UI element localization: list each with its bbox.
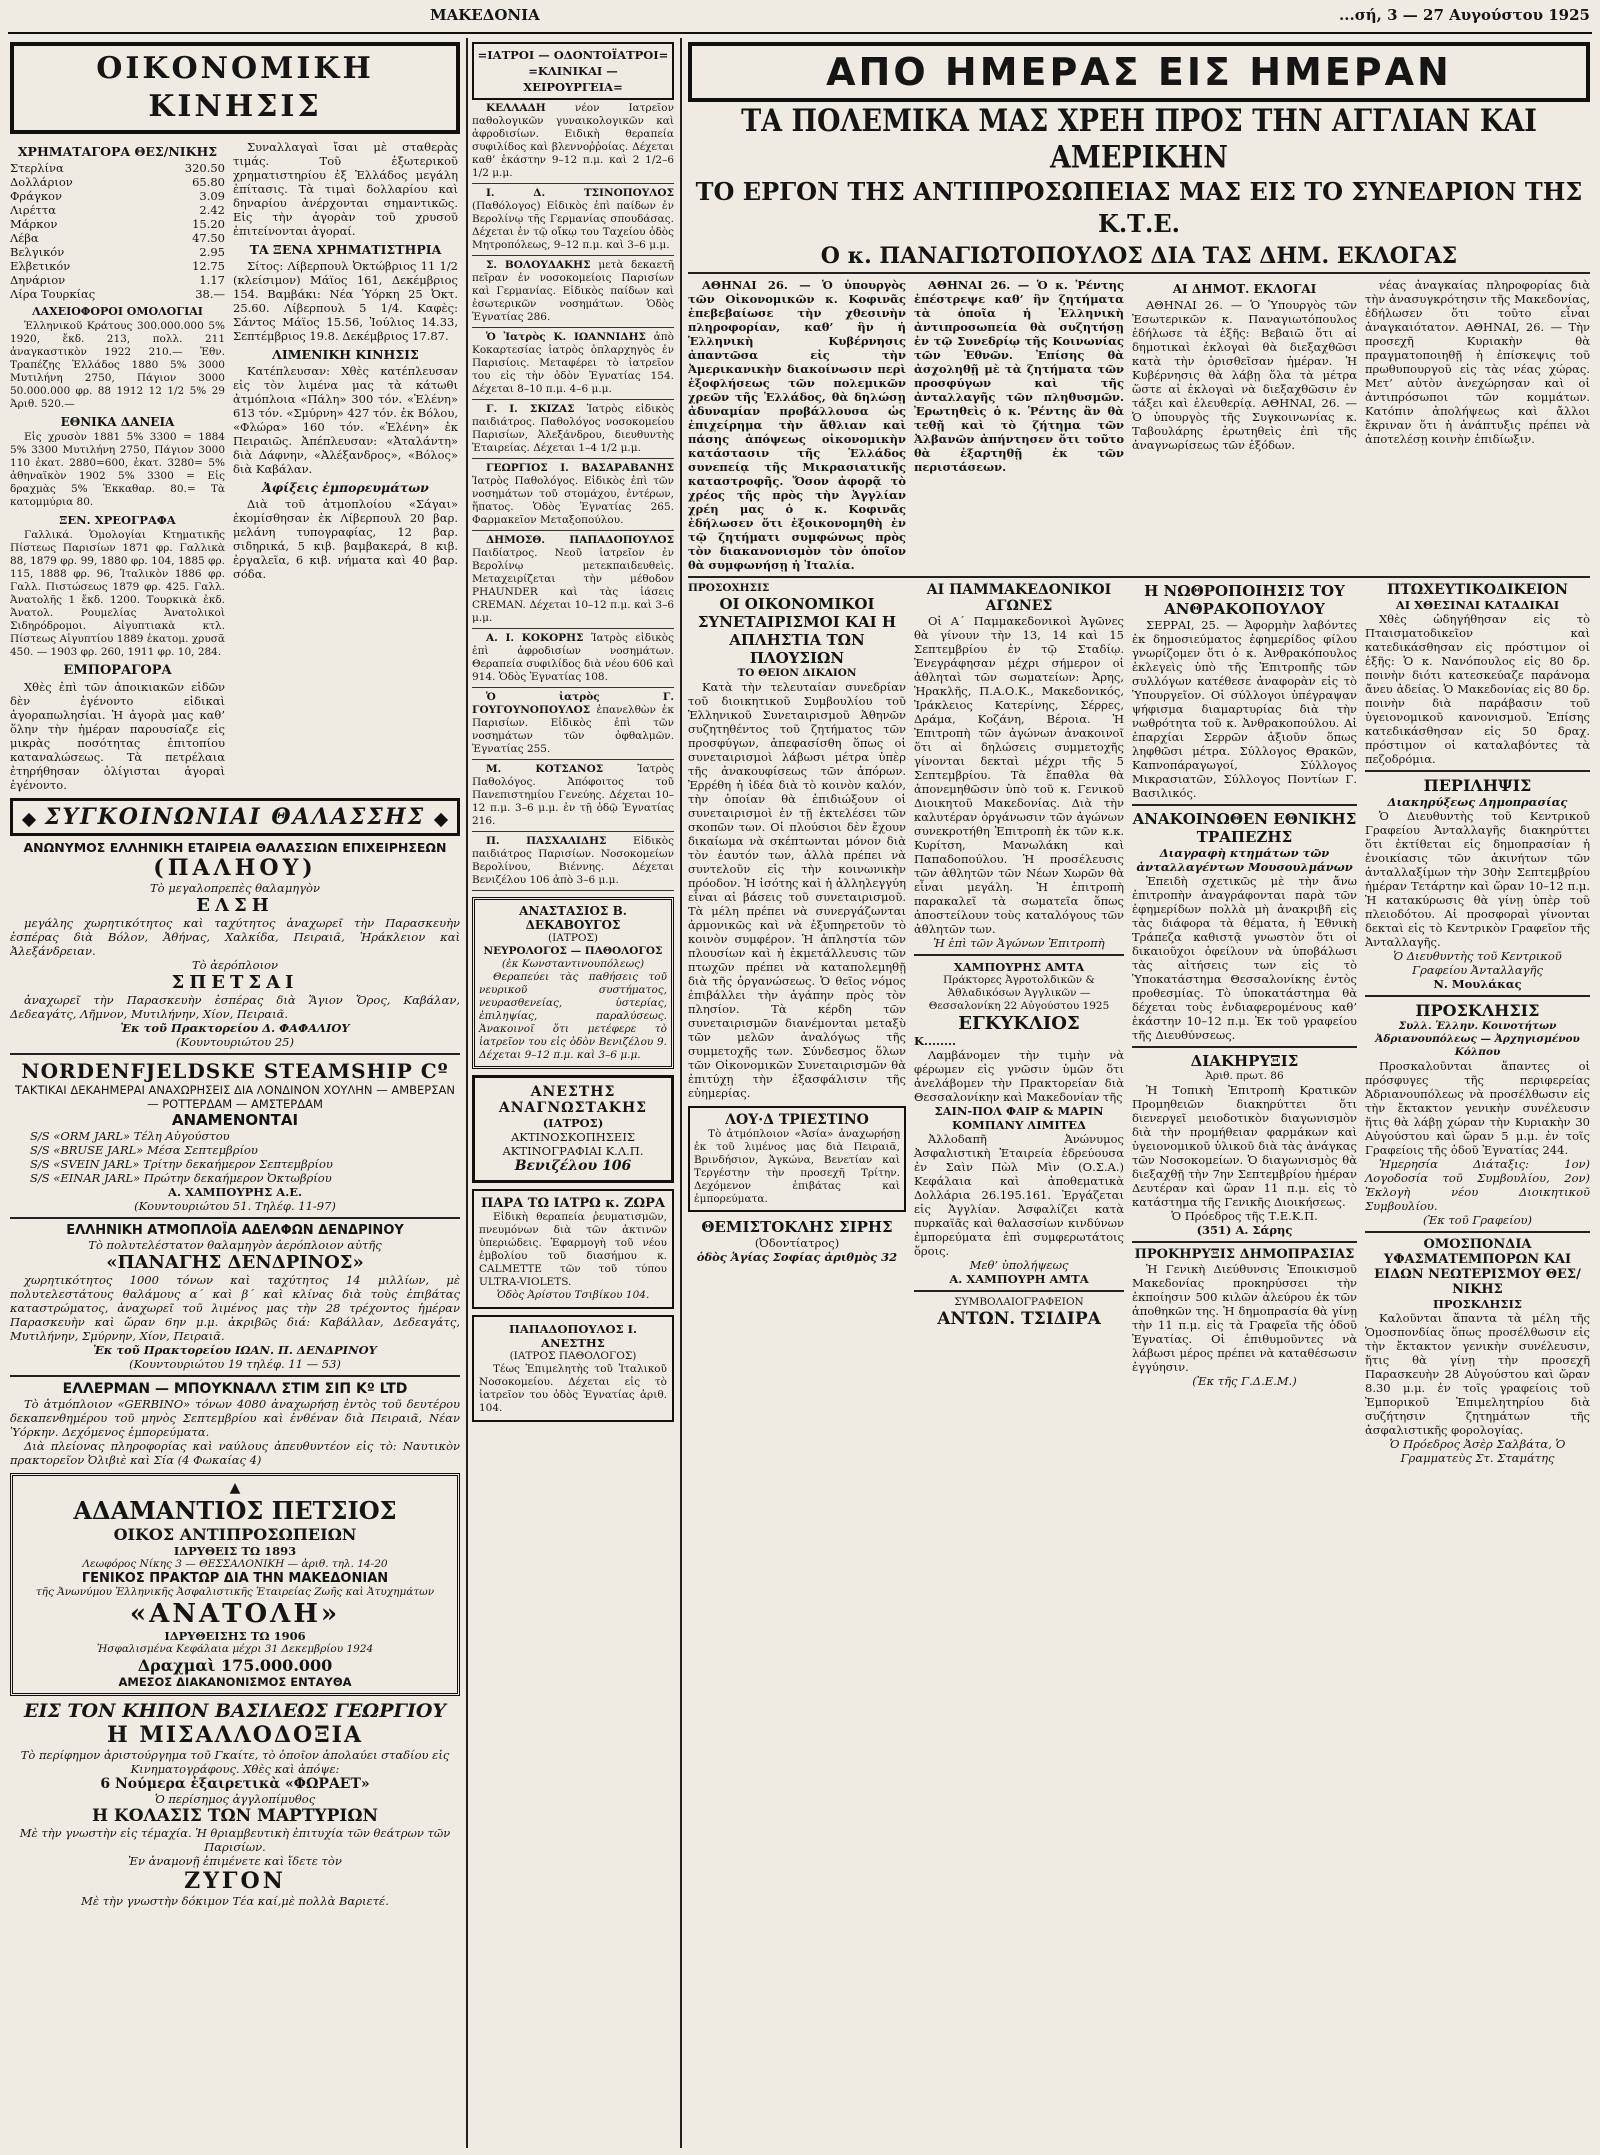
ornament-triangle-icon: ▲ [229, 1480, 241, 1496]
fx-currency: Λιρέττα [10, 203, 57, 217]
ad-paliou-agent: Ἐκ τοῦ Πρακτορείου Δ. ΦΑΦΑΛΙΟΥ [120, 1021, 350, 1035]
ports-text: Κατέπλευσαν: Χθὲς κατέπλευσαν εἰς τὸν λιμένα μας τὰ κάτωθι ἀτμόπλοια «Πάλη» 300 τόν. «Ἐλένη» 613 τόν. «Σμύρνη» 427 τόν. ἐκ Βόλου, «Φλώρα» 160 τόν. «Ἑλένη» ἐκ Πειραιῶς. Ἀπέπλευσαν: «Ἀταλάντη» διὰ Δάφνην, «Ἀλέξανδρος», «Βόλος» διὰ Καβάλαν. [233, 364, 458, 476]
fx-currency: Ελβετικόν [10, 259, 71, 273]
doctor-name: ΓΕΩΡΓΙΟΣ Ι. ΒΑΣΑΡΑΒΑΝΗΣ [486, 462, 674, 474]
circular-greeting: Κ........ [914, 1034, 957, 1048]
pan-games-text: Οἱ Α΄ Παμμακεδονικοὶ Ἀγῶνες θὰ γίνουν τὴν 13, 14 καὶ 15 Σεπτεμβρίου ἐν τῷ Σταδίῳ. Ἐνεγράφησαν μέχρι σήμερον οἱ ἀθληταὶ τῶν σωματείων: Ἀρης, Ἡρακλῆς, Π.Α.Ο.Κ., Μακεδονικός, Ἰράκλειος Κατερίνης, Σέρρες, Δράμα, Κοζάνη, Βέροια. Ἡ Ἐπιτροπὴ τῶν ἀγώνων ἀνακοινοῖ ὅτι αἱ δηλώσεις συμμετοχῆς γίνονται δεκταὶ μέχρι τῆς 5 Σεπτεμβρίου. Τὰ ἔπαθλα θὰ ἀπονεμηθῶσιν ὑπὸ τοῦ κ. Γενικοῦ Διοικητοῦ Μακεδονίας. Διὰ τὴν καλυτέραν ὀργάνωσιν τῶν ἀγώνων συνεκροτήθη Ἐπιτροπὴ ἐκ τῶν κ.κ. Κυρίτση, Μανωλάκη καὶ Παπαδοπούλου. Ἡ προσέλευσις τῶν ἀθλητῶν τῶν Νέων Χωρῶν θὰ εἶναι μεγάλη. Ἡ ἐπιτροπὴ παρακαλεῖ τὰ σωματεῖα ὅπως ἀποστείλουν τοὺς καταλόγους τῶν ἀθλητῶν των. [914, 614, 1124, 936]
summary-signature-role: Ὁ Διευθυντὴς τοῦ Κεντρικοῦ Γραφείου Ἀνταλλαγῆς [1393, 949, 1562, 977]
ad-paliou-ship-2: ΣΠΕΤΣΑΙ [171, 972, 299, 993]
doctors-section-title: =ΙΑΤΡΟΙ — ΟΔΟΝΤΟΪΑΤΡΟΙ= =ΚΛΙΝΙΚΑΙ — ΧΕΙΡΟΥΡΓΕΙΑ= [472, 42, 674, 100]
divider [914, 1290, 1124, 1292]
ship-entry: S/S «ORM JARL» Τέλη Αὐγούστου [30, 1129, 230, 1143]
ad-petsios-sub: ΟΙΚΟΣ ΑΝΤΙΠΡΟΣΩΠΕΙΩΝ [113, 1525, 357, 1544]
foreign-exchanges-title: ΤΑ ΞΕΝΑ ΧΡΗΜΑΤΙΣΤΗΡΙΑ [249, 242, 442, 257]
circular-signature: Α. ΧΑΜΠΟΥΡΗ ΑΜΤΑ [949, 1272, 1089, 1286]
doctor-name: Γ. Ι. ΣΚΙΖΑΣ [486, 403, 587, 415]
fx-value: 2.95 [199, 245, 225, 259]
coop-label: ΠΡΟΣΟΧΗΣΙΣ [688, 582, 770, 594]
bonds-title: ΛΑΧΕΙΟΦΟΡΟΙ ΟΜΟΛΟΓΙΑΙ [32, 305, 203, 318]
ornament-diamond-icon [22, 812, 36, 826]
fx-rate-row [10, 175, 225, 189]
economic-two-col [10, 140, 460, 792]
shipping-section-header [10, 798, 460, 836]
fx-rate-row [10, 189, 225, 203]
ad-dendrinos [10, 1223, 460, 1371]
ad-cinema-show: Η ΜΙΣΑΛΛΟΔΟΞΙΑ [106, 1722, 364, 1748]
divider [472, 890, 674, 891]
ad-petsios-name: ΑΔΑΜΑΝΤΙΟΣ ΠΕΤΣΙΟΣ [73, 1496, 397, 1525]
fx-currency: Μάρκον [10, 217, 58, 231]
divider [1132, 1241, 1357, 1243]
ad-dendrinos-ship: «ΠΑΝΑΓΗΣ ΔΕΝΔΡΙΝΟΣ» [106, 1252, 364, 1273]
circular-company: ΣΑΙΝ-ΠΟΛ ΦΑΙΡ & ΜΑΡΙΝ ΚΟΜΠΑΝΥ ΛΙΜΙΤΕΔ [934, 1104, 1104, 1132]
ad-dekavougos-sub: (ΙΑΤΡΟΣ) [547, 932, 599, 944]
ad-paliou-ship-2-text: ἀναχωρεῖ τὴν Παρασκευὴν ἑσπέρας διὰ Ἅγιον Ὄρος, Καβάλαν, Δεδεαγάτς, Λῆμνον, Μυτιλήνην, Χίον, Πειραιᾶ. [10, 993, 460, 1021]
divider [688, 272, 1590, 274]
ad-petsios [10, 1473, 460, 1696]
ad-paliou-ship-1-text: μεγάλης χωρητικότητος καὶ ταχύτητος ἀναχωρεῖ τὴν Παρασκευὴν ἑσπέρας διὰ Βόλον, Ἀθήνας, Χαλκίδα, Πειραιᾶ, Ἡράκλειον καὶ Ἀλεξάνδρειαν. [10, 916, 460, 958]
doctor-listing [472, 835, 674, 887]
main-banner-title: ΑΠΟ ΗΜΕΡΑΣ ΕΙΣ ΗΜΕΡΑΝ [826, 50, 1452, 94]
federation-signature: Ὁ Πρόεδρος Ἀσὲρ Σαλβάτα, Ὁ Γραμματεὺς Στ. Σταμάτης [1389, 1437, 1566, 1465]
circular-text: Λαμβάνομεν τὴν τιμὴν νὰ φέρωμεν εἰς γνῶσιν ὑμῶν ὅτι ἀνελάβομεν τὴν Πρακτορείαν διὰ Θεσσαλονίκην καὶ Μακεδονίαν τῆς [914, 1048, 1124, 1104]
market-title: ΕΜΠΟΡΑΓΟΡΑ [63, 663, 172, 678]
municipal-elections-text: ΑΘΗΝΑΙ 26. — Ὁ Ὑπουργὸς τῶν Ἐσωτερικῶν κ. Παναγιωτόπουλος ἐδήλωσε τὰ ἑξῆς: Βεβαιῶ ὅτι αἱ δημοτικαὶ ἐκλογαὶ θὰ διεξαχθῶσι κατὰ τὴν ὁρισθεῖσαν ἡμέραν. Ἡ Κυβέρνησις θὰ λάβῃ ὅλα τὰ μέτρα ὥστε αἱ ἐκλογαὶ νὰ διεξαχθῶσιν ἐν τάξει καὶ ἐλευθερίᾳ. ΑΘΗΝΑΙ, 26. — Ὁ ὑπουργὸς τῆς Συγκοινωνίας κ. Ταβουλάρης ἐρωτηθεὶς ἐπὶ τῆς ἀναγνωρίσεως τῶν ἐξόδων. [1132, 298, 1357, 452]
anthrakopoulos-text: ΣΕΡΡΑΙ, 25. — Ἀφορμὴν λαβόντες ἐκ δημοσιεύματος ἐφημερίδος φίλου γνωρίζομεν ὅτι ὁ κ. Ἀνθρακόπουλος ἐκλεγεὶς ὑπὸ τῆς Ἐπιτροπῆς τῶν συλλόγων κατέθεσε ἀναφορὰν εἰς τὸ Ὑπουργεῖον. Οἱ σύλλογοι ὑπέγραψαν ψήφισμα διαμαρτυρίας διὰ τὴν νωθρότητα τοῦ κ. Ἀνθρακοπούλου. Αἱ ἐπαρχίαι Σερρῶν ἀξιοῦν ὅπως ληφθῶσι μέτρα. Σύλλογος Θρακῶν, Καπνοπάραγωγοί, Σύλλογος Μικρασιατῶν, Σύλλογος Ποντίων Γ. Βασιλικός. [1132, 618, 1357, 800]
coop-text: Κατὰ τὴν τελευταίαν συνεδρίαν τοῦ διοικητικοῦ Συμβουλίου τοῦ Ἑλληνικοῦ Συνεταιρισμοῦ Ἀθηνῶν συζητηθέντος τοῦ ζητήματος τῶν προσφύγων, ἀπεφασίσθη ὅπως οἱ συνεταιρισμοὶ λάβωσι μέτρα ὑπὲρ τῆς ἀνακουφίσεως τῶν ἀπόρων. Ἐρρέθη ἡ ἰδέα διὰ τὸ κοινὸν καλόν, τὴν ὁποίαν θὰ ἐπιδιώξουν οἱ συνεταιρισμοὶ ἐν τῇ ἐκτελέσει τῶν σκοπῶν των. Οἱ πλούσιοι δὲν ἔχουν δικαίωμα νὰ σκέπτωνται μόνον διὰ τὸν ἑαυτόν των, ἀλλὰ πρέπει νὰ συντελοῦν εἰς τὴν κοινωνικὴν πρόοδον. Ἡ ἰσότης καὶ ἡ ἀλληλεγγύη εἶναι αἱ βάσεις τοῦ συνεταιρισμοῦ. Τὰ μέλη πρέπει νὰ συνεργάζωνται ἀρμονικῶς καὶ νὰ ἐξυπηρετοῦν τὸ κοινὸν συμφέρον. Ἡ ἀπληστία τῶν πλουσίων καὶ ἡ ἐκμετάλλευσις τῶν πτωχῶν πρέπει νὰ καταπολεμηθῇ διὰ τῆς ὀργανώσεως. Ὁ θεῖος νόμος ἐπιβάλλει τὴν ἀγάπην πρὸς τὸν πλησίον. Τὰ κέρδη τῶν συνεταιρισμῶν διανέμονται μεταξὺ τῶν μελῶν ἀναλόγως τῆς συμμετοχῆς των. Σύνδεσμος ὅλων τῶν Οἰκονομικῶν Συνεταιρισμῶν θὰ ἐπιτύχῃ τὴν ἐξασφάλισιν τῆς εὐημερίας. [688, 680, 906, 1100]
notices-column [1132, 582, 1357, 1465]
hamburis-ad-title: ΧΑΜΠΟΥΡΗΣ ΑΜΤΑ [953, 960, 1085, 974]
doctor-listing [472, 632, 674, 684]
shipping-section-title: ΣΥΓΚΟΙΝΩΝΙΑΙ ΘΑΛΑΣΣΗΣ [44, 804, 426, 830]
loans-title: ΕΘΝΙΚΑ ΔΑΝΕΙΑ [60, 415, 175, 429]
ad-dekavougos-spec: ΝΕΥΡΟΛΟΓΟΣ — ΠΑΘΟΛΟΓΟΣ [483, 945, 663, 957]
doctor-listing [472, 763, 674, 828]
fx-value: 2.42 [199, 203, 225, 217]
summary-title: ΠΕΡΙΛΗΨΙΣ [1423, 776, 1532, 795]
tender-signature-role: Ὁ Πρόεδρος τῆς Τ.Ε.Κ.Π. [1171, 1209, 1318, 1223]
doctor-name: ΚΕΛΛΑΔΗ [486, 102, 575, 114]
doctor-name: Ὁ ἰατρὸς Γ. ΓΟΥΓΟΥΝΟΠΟΥΛΟΣ [472, 691, 674, 716]
fx-rate-row [10, 203, 225, 217]
ad-anestis-name: ΠΑΠΑΔΟΠΟΥΛΟΣ Ι. ΑΝΕΣΤΗΣ [508, 1322, 638, 1350]
invitation-agenda: Ἡμερησία Διάταξις: 1ον) Λογοδοσία τοῦ Συμβουλίου, 2ον) Ἐκλογὴ νέου Διοικητικοῦ Συμβουλίου. [1365, 1157, 1590, 1213]
ad-cinema-note-3: Ἐν ἀναμονῇ ἐπιμένετε καὶ ἴδετε τὸν [128, 1854, 342, 1868]
tender-title: ΔΙΑΚΗΡΥΞΙΣ [1190, 1052, 1299, 1070]
ad-anagnostakis-spec-1: ΑΚΤΙΝΟΣΚΟΠΗΣΕΙΣ [510, 1130, 635, 1144]
fx-value: 38.— [195, 287, 225, 301]
court-column [1365, 582, 1590, 1465]
divider [472, 255, 674, 256]
lead-story-col-2: ΑΘΗΝΑΙ 26. — Ὁ κ. Ῥέντης ἐπέστρεψε καθ’ ἣν ζητήματα τὰ ὁποῖα ἡ Ἑλληνικὴ ἀντιπροσωπεία θὰ συζητήσῃ ἐν τῷ Συνεδρίῳ τῆς Κοινωνίας τῶν Ἐθνῶν. Ἐπίσης θὰ ἀσχοληθῇ μὲ τὰ ζητήματα τῶν προσφύγων καὶ τῆς ἀνταλλαγῆς τῶν πληθυσμῶν. Ἐρωτηθεὶς ὁ κ. Ῥέντης ἂν θὰ τεθῇ καὶ τὸ ζήτημα τῶν Ἀλβανῶν ἀπήντησεν ὅτι τοῦτο θὰ ἐξαρτηθῇ ἐκ τῶν περιστάσεων. [914, 278, 1124, 474]
economic-section-title: ΟΙΚΟΝΟΜΙΚΗ ΚΙΝΗΣΙΣ [96, 51, 374, 124]
economic-right-sub [233, 140, 458, 792]
top-rule [8, 32, 1592, 34]
ad-petsios-footer: ΑΜΕΣΟΣ ΔΙΑΚΑΝΟΝΙΣΜΟΣ ΕΝΤΑΥΘΑ [118, 1675, 352, 1689]
divider [472, 530, 674, 531]
tsitra-name: ΑΝΤΩΝ. ΤΣΙΔΙΡΑ [937, 1309, 1101, 1329]
tender-text: Ἡ Τοπικὴ Ἐπιτροπὴ Κρατικῶν Προμηθειῶν διακηρύττει ὅτι διενεργεῖ μειοδοτικὸν διαγωνισμὸν διὰ τὴν προμήθειαν φαρμάκων καὶ ὑγειονομικοῦ ὑλικοῦ διὰ τὰς ἀνάγκας τῶν Νοσοκομείων. Ὁ διαγωνισμὸς θὰ διεξαχθῇ τὴν 7ην Σεπτεμβρίου ἡμέραν Δευτέραν καὶ ὥραν 11 π.μ. εἰς τὸ κατάστημα τῆς Γενικῆς Διοικήσεως. [1132, 1083, 1357, 1209]
tender-number: Ἀριθ. πρωτ. 86 [1205, 1070, 1284, 1082]
doctor-description: Ἰατρὸς εἰδικὸς ἐπὶ ἀφροδισίων νοσημάτων. Θεραπεία συφιλίδος διὰ νέου 606 καὶ 914. Ὁδὸς Ἐγνατίας 108. [472, 632, 674, 683]
tsitra-label: ΣΥΜΒΟΛΑΙΟΓΡΑΦΕΙΟΝ [954, 1296, 1084, 1308]
national-bank-title: ΑΝΑΚΟΙΝΩΘΕΝ ΕΘΝΙΚΗΣ ΤΡΑΠΕΖΗΣ [1132, 810, 1357, 846]
fx-rate-row [10, 217, 225, 231]
fx-value: 47.50 [192, 231, 225, 245]
ad-petsios-capital-line: Ἠσφαλισμένα Κεφάλαια μέχρι 31 Δεκεμβρίου 1924 [96, 1643, 374, 1655]
ad-nordenfjeldske-address: (Κουντουριώτου 51. Τηλέφ. 11-97) [134, 1199, 336, 1213]
divider [10, 1217, 460, 1219]
fx-currency: Φράγκον [10, 189, 62, 203]
fx-currency: Λίρα Τουρκίας [10, 287, 96, 301]
auction-signature: (Ἐκ τῆς Γ.Δ.Ε.Μ.) [1192, 1374, 1297, 1388]
divider [472, 831, 674, 832]
fx-currency: Δηνάριον [10, 273, 66, 287]
ad-petsios-year: ΙΔΡΥΘΕΙΣ ΤΩ 1893 [173, 1544, 297, 1558]
ad-dendrinos-text: χωρητικότητος 1000 τόνων καὶ ταχύτητος 14 μιλλίων, μὲ πολυτελεστάτους θαλάμους α΄ καὶ β΄ καὶ κλίνας διὰ τοὺς ἐπιβάτας καταστρώματος, ἀναχωρεῖ τοῦ λιμένος μας τὴν 28 τρέχοντος ἡμέραν Παρασκευὴν καὶ ὥραν 6ην μ.μ. ἀκριβῶς διά: Καβάλλαν, Δεδεαγάτς, Μυτιλήνην, Σμύρνην, Χίον, Πειραιᾶ. [10, 1273, 460, 1343]
tender-signature: (351) Α. Σάρης [1196, 1223, 1293, 1237]
divider [472, 183, 674, 184]
ad-cinema-show-3: ΖΥΓΟΝ [184, 1868, 286, 1894]
ad-petsios-role-2: τῆς Ἀνωνύμου Ἑλληνικῆς Ἀσφαλιστικῆς Ἑταιρείας Ζωῆς καὶ Ἀτυχημάτων [35, 1586, 435, 1598]
ad-anagnostakis-address: Βενιζέλου 106 [514, 1158, 632, 1174]
circular-title: ΕΓΚΥΚΛΙΟΣ [958, 1013, 1080, 1034]
fx-rate-row [10, 287, 225, 301]
doctor-description: νέον Ιατρεῖον παθολογικῶν γυναικολογικῶν καὶ ἀφροδισίων. Ειδικὴ θεραπεία συφιλίδος καὶ βλεννοῤῥοίας. Δέχεται καθ’ ἑκάστην 9–12 π.μ. καὶ 2 1/2–6 1/2 μ.μ. [472, 102, 674, 179]
divider [472, 628, 674, 629]
fx-rates-list [10, 161, 225, 301]
ad-anagnostakis [472, 1075, 674, 1183]
doctor-description: (Παθόλογος) Εἰδικὸς ἐπὶ παίδων ἐν Βερολίνῳ τῆς Γερμανίας σπουδάσας. Δέχεται ἐν τῷ οἴκῳ του Ταχείου ὁδὸς Μητροπόλεως, 9–12 π.μ. καὶ 3–6 μ.μ. [472, 200, 674, 251]
ad-anestis-text: Τέως Ἐπιμελητὴς τοῦ Ἰταλικοῦ Νοσοκομείου. Δέχεται εἰς τὸ ἰατρεῖον του ὁδὸς Ἐγνατίας ἀριθ. 104. [479, 1363, 667, 1414]
ad-sirris [688, 1218, 906, 1264]
foreign-exchanges-text: Σίτος: Λίβερπουλ Ὀκτώβριος 11 1/2 (κλείσιμον) Μάϊος 161, Δεκέμβριος 154. Βαμβάκι: Νέα Ὑόρκη 25 Ὀκτ. 25.60. Λίβερπουλ 5 1/4. Καφὲς: Σάντος Μάϊος 15.56, Ἰούλιος 14.33, Σεπτέμβριος 19.8. Δεκέμβριος 17.87. [233, 259, 458, 343]
ad-cinema-text-2: Μὲ τὴν γνωστὴν εἰς τέμαχία. Ἡ θριαμβευτικὴ ἐπιτυχία τῶν θεάτρων τῶν Παρισίων. [19, 1826, 451, 1854]
ad-nordenfjeldske-title: NORDENFJELDSKE STEAMSHIP Cº [21, 1059, 449, 1083]
headline-ktk-conference: ΤΟ ΕΡΓΟΝ ΤΗΣ ΑΝΤΙΠΡΟΣΩΠΕΙΑΣ ΜΑΣ ΕΙΣ ΤΟ ΣΥΝΕΔΡΙΟΝ ΤΗΣ Κ.Τ.Ε. [695, 177, 1583, 238]
doctor-name: Α. Ι. ΚΟΚΟΡΗΣ [486, 632, 592, 644]
divider [688, 576, 1590, 578]
fx-rate-row [10, 245, 225, 259]
ad-paliou-intro: Τὸ μεγαλοπρεπὲς θαλαμηγὸν [150, 881, 320, 895]
ad-dendrinos-title: ΕΛΛΗΝΙΚΗ ΑΤΜΟΠΛΟΪΑ ΑΔΕΛΦΩΝ ΔΕΝΔΡΙΝΟΥ [66, 1223, 404, 1238]
hamburis-ad-subtitle: Πράκτορες Ἀγροτολδικῶν & Ἀθλαδικόσων Ἀγγλικῶν — Θεσσαλονίκη 22 Αὐγούστου 1925 [928, 974, 1110, 1012]
doctor-listing [472, 259, 674, 324]
headline-war-debts: ΤΑ ΠΟΛΕΜΙΚΑ ΜΑΣ ΧΡΕΗ ΠΡΟΣ ΤΗΝ ΑΓΓΛΙΑΝ ΚΑΙ ΑΜΕΡΙΚΗΝ [741, 103, 1537, 176]
ornament-diamond-icon [434, 812, 448, 826]
running-head-date: ...σή, 3 — 27 Αυγούστου 1925 [1339, 6, 1590, 24]
summary-subtitle: Διακηρύξεως Δημοπρασίας [1387, 795, 1568, 809]
ad-paliou [10, 840, 460, 1049]
municipal-elections-title: ΑΙ ΔΗΜΟΤ. ΕΚΛΟΓΑΙ [1172, 282, 1317, 296]
circular-signoff: Μεθ’ ὑπολήψεως [969, 1258, 1069, 1272]
court-text: Χθὲς ὡδηγήθησαν εἰς τὸ Πταισματοδικεῖον καὶ κατεδικάσθησαν εἰς πρόστιμον οἱ ἑξῆς: Ὁ κ. Νανόπουλος εἰς 80 δρ. ποινὴν διότι κατεσκεύαζε παράνομα ἄνευ ἀδείας. Ὁ Μακεδονίας εἰς 80 δρ. ποινὴν διὰ παράβασιν τοῦ ὑγειονομικοῦ κανονισμοῦ. Ἐπίσης κατεδικάσθησαν εἰς 50 δραχ. πρόστιμον οἱ καταλαβόντες τὰ πεζοδρόμια. [1365, 612, 1590, 766]
games-column [914, 582, 1124, 1465]
sirris-address: ὁδὸς Ἁγίας Σοφίας ἀριθμὸς 32 [696, 1250, 898, 1264]
ad-nordenfjeldske-expected: ΑΝΑΜΕΝΟΝΤΑΙ [171, 1111, 299, 1129]
ad-paliou-name: (ΠΑΛΗΟΥ) [153, 855, 317, 881]
ad-petsios-role: ΓΕΝΙΚΟΣ ΠΡΑΚΤΩΡ ΔΙΑ ΤΗΝ ΜΑΚΕΔΟΝΙΑΝ [81, 1571, 389, 1586]
fx-currency: Βελγικόν [10, 245, 65, 259]
doctor-listing [472, 403, 674, 455]
doctor-description: Ἰατρὸς Παθολόγος. Εἰδικὸς ἐπὶ τῶν νοσημάτων τοῦ στομάχου, ἐντέρων, ἥπατος. Ὁδὸς Ἐγνατίας 265. Φαρμακεῖον Μεταξοπούλου. [472, 475, 674, 526]
ship-entry: S/S «SVEIN JARL» Τρίτην δεκαήμερον Σεπτεμβρίου [30, 1157, 333, 1171]
foreign-bonds-title: ΞΕΝ. ΧΡΕΟΓΡΑΦΑ [59, 513, 176, 527]
ad-ellerman-info: Διὰ πλείονας πληροφορίας καὶ ναύλους ἀπευθυντέον εἰς τὸ: Ναυτικὸν πρακτορεῖον Ὀλιβιὲ καὶ Σία (4 Φωκαίας 4) [10, 1439, 460, 1467]
doctor-listing [472, 187, 674, 252]
arrivals-title: Ἀφίξεις ἐμπορευμάτων [262, 480, 429, 495]
ad-cinema-title: ΕΙΣ ΤΟΝ ΚΗΠΟΝ ΒΑΣΙΛΕΩΣ ΓΕΩΡΓΙΟΥ [23, 1700, 446, 1722]
divider [1365, 770, 1590, 772]
divider [472, 759, 674, 760]
ad-zora-text: Εἰδικὴ θεραπεία ῥευματισμῶν, πνευμόνων διὰ τῶν ἀκτινῶν ὑπεριώδεις. Ἐφαρμογὴ τοῦ νέου ἐμβολίου τοῦ διασήμου κ. CALMETTE τῶν τοῦ τύπου ULTRA-VIOLETS. [479, 1211, 667, 1288]
doctor-name: Σ. ΒΟΛΟΥΔΑΚΗΣ [486, 259, 599, 271]
divider [472, 687, 674, 688]
ad-cinema-note: 6 Νούμερα ἐξαιρετικὰ «ΦΩΡΑΕΤ» [100, 1776, 370, 1792]
ad-anestis-sub: (ΙΑΤΡΟΣ ΠΑΘΟΛΟΓΟΣ) [509, 1350, 637, 1362]
ad-paliou-company: ΑΝΩΝΥΜΟΣ ΕΛΛΗΝΙΚΗ ΕΤΑΙΡΕΙΑ ΘΑΛΑΣΣΙΩΝ ΕΠΙΧΕΙΡΗΣΕΩΝ [23, 840, 447, 855]
doctor-description: Εἰδικὸς παιδιάτρος Παρισίων. Νοσοκομείων Βερολίνου, Βιέννης. Δέχεται Βενιζέλου 106 ἀπὸ 3–6 μ.μ. [472, 835, 674, 886]
divider [472, 458, 674, 459]
doctor-name: Π. ΠΑΣΧΑΛΙΔΗΣ [486, 835, 633, 847]
ad-ellerman-title: ΕΛΛΕΡΜΑΝ — ΜΠΟΥΚΝΑΛΛ ΣΤΙΜ ΣΙΠ Κº LTD [62, 1381, 408, 1397]
ad-zora-title: ΠΑΡΑ ΤΩ ΙΑΤΡΩ κ. ΖΩΡΑ [481, 1196, 665, 1211]
court-subtitle: ΑΙ ΧΘΕΣΙΝΑΙ ΚΑΤΑΔΙΚΑΙ [1395, 598, 1560, 612]
ad-dekavougos-origin: (ἐκ Κωνσταντινουπόλεως) [501, 958, 645, 970]
bonds-text: Ἐλληνικοῦ Κράτους 300.000.000 5% 1920, ἔκδ. 213, πολλ. 211 ἀναγκαστικὸν 1922 210.— Ἐθν. Τραπέζης Ἑλλάδος 1880 5% 3000 Μυτιλήνη 2750, Πάγιον 3000 50.000.000 φρ. 88 1912 12 1/2 5% 29 Ἀριθ. 520.— [10, 320, 225, 410]
invitation-subtitle: Συλλ. Ἑλλην. Κοινοτήτων Ἀδριανουπόλεως — Ἀρχηγισμένου Κόλπου [1375, 1020, 1580, 1058]
ad-garden-cinema [10, 1700, 460, 1908]
ad-cinema-text: Τὸ περίφημον ἀριστούργημα τοῦ Γκαίτε, τὸ ὁποῖον ἀπολαύει σταδίου εἰς Κινηματογράφους. Χθὲς καὶ ἀπόψε: [20, 1748, 450, 1776]
ad-petsios-company-year: ΙΔΡΥΘΕΙΣΗΣ ΤΩ 1906 [164, 1629, 306, 1643]
coop-title: ΟΙ ΟΙΚΟΝΟΜΙΚΟΙ ΣΥΝΕΤΑΙΡΙΣΜΟΙ ΚΑΙ Η ΑΠΛΗΣΤΙΑ ΤΩΝ ΠΛΟΥΣΙΩΝ [697, 595, 897, 667]
ad-ellerman-text: Τὸ ἀτμόπλοιον «GERBINO» τόνων 4080 ἀναχωρήσῃ ἐντὸς τοῦ δευτέρου δεκαπενθημέρου τοῦ μηνὸς Σεπτεμβρίου καὶ ἐνθέναν διὰ Πειραιᾶ, Νέαν Ὑόρκην. Δεχόμενος ἐμπορεύματα. [10, 1397, 460, 1439]
auction-title: ΠΡΟΚΗΡΥΞΙΣ ΔΗΜΟΠΡΑΣΙΑΣ [1134, 1247, 1355, 1262]
doctor-description: ἀπὸ Κοκαρτεσίας ἰατρὸς ὁπλαρχηγὸς ἐν Παρισίοις. Μεταφέρει τὸ ἰατρεῖον του εἰς τὴν ὁδὸν Ἐγνατίας 154. Δέχεται 8–10 π.μ. 4–6 μ.μ. [472, 331, 674, 395]
invitation-title: ΠΡΟΣΚΛΗΣΙΣ [1415, 1001, 1540, 1020]
doctor-listing [472, 331, 674, 396]
market-text: Χθὲς ἐπὶ τῶν ἀποικιακῶν εἰδῶν δὲν ἐγένοντο εἰδικαὶ ἀγοραπωλησίαι. Ἡ ἀγορὰ μας καθ’ ὅλην τὴν ἡμέραν παρουσίαζε εἰς μικρὰς ποσότητας ἐπιτοπίου καταναλώσεως. Τὰ πετρέλαια ἐτηρήθησαν ὀλίγισται ἀγοραὶ ἐγένοντο. [10, 680, 225, 792]
doctor-name: Ὁ Ἰατρὸς Κ. ΙΩΑΝΝΙΔΗΣ [486, 331, 654, 343]
ad-paliou-ship-1: ΕΛΣΗ [196, 895, 274, 916]
sirris-specialty: (Ὀδοντίατρος) [754, 1236, 840, 1250]
fx-currency: Λέβα [10, 231, 39, 245]
fx-rate-row [10, 231, 225, 245]
pan-games-signature: Ἡ ἐπὶ τῶν Ἀγώνων Ἐπιτροπὴ [933, 936, 1105, 950]
divider [1132, 804, 1357, 806]
doctor-name: Ι. Δ. ΤΣΙΝΟΠΟΥΛΟΣ [486, 187, 674, 199]
fx-value: 65.80 [192, 175, 225, 189]
lloyd-title: ΛΟΥ·Δ ΤΡΙΕΣΤΙΝΟ [725, 1112, 869, 1128]
ad-dendrinos-intro: Τὸ πολυτελέστατον θαλαμηγὸν ἀερόπλοιον αὐτῆς [88, 1238, 382, 1252]
auction-text: Ἡ Γενικὴ Διεύθυνσις Ἐποικισμοῦ Μακεδονίας προκηρύσσει τὴν ἐκποίησιν 500 κιλῶν ἀλεύρου ἐκ τῶν ἀποθηκῶν της. Ἡ δημοπρασία θὰ γίνῃ τὴν 11 π.μ. εἰς τὰ Γραφεῖα τῆς ὁδοῦ Ἐγνατίας. Οἱ ἐπιθυμοῦντες νὰ λάβωσι μέρος πρέπει νὰ καταθέσωσιν ἐγγύησιν. [1132, 1262, 1357, 1374]
ad-petsios-company: «ΑΝΑΤΟΛΗ» [129, 1599, 341, 1629]
ad-anagnostakis-name: ΑΝΕΣΤΗΣ ΑΝΑΓΝΩΣΤΑΚΗΣ [498, 1084, 648, 1116]
divider [1365, 1231, 1590, 1233]
national-bank-subtitle: Διαγραφὴ κτημάτων τῶν ἀνταλλαγέντων Μουσουλμάνων [1136, 846, 1353, 874]
ports-title: ΛΙΜΕΝΙΚΗ ΚΙΝΗΣΙΣ [272, 347, 419, 362]
divider [1132, 1046, 1357, 1048]
pan-games-title: ΑΙ ΠΑΜΜΑΚΕΔΟΝΙΚΟΙ ΑΓΩΝΕΣ [926, 582, 1112, 614]
ad-petsios-capital: Δραχμαὶ 175.000.000 [137, 1656, 333, 1675]
ad-ellerman [10, 1381, 460, 1467]
invitation-text: Προσκαλοῦνται ἅπαντες οἱ πρόσφυγες τῆς περιφερείας Ἀδριανουπόλεως νὰ προσέλθωσιν εἰς τὴν ἔκτακτον γενικὴν συνέλευσιν ἥτις θὰ λάβῃ χώραν τὴν Κυριακὴν 30 Αὐγούστου καὶ ὥραν 5 μ.μ. ἐν τοῖς Γραφείοις τῆς ὁδοῦ Ἐγνατίας 244. [1365, 1059, 1590, 1157]
doctor-name: ΔΗΜΟΣΘ. ΠΑΠΑΔΟΠΟΥΛΟΣ [486, 534, 674, 546]
circular-text-2: Ἀλλοδαπῆ Ἀνώνυμος Ἀσφαλιστικὴ Ἑταιρεία ἑδρεύουσα ἐν Σαὶν Πὼλ Μὶν (Ο.Σ.Α.) Κεφάλαια καὶ ἀποθεματικὰ Δολλάρια 26.195.161. Ἐργάζεται εἰς Ἀγγλίαν. Ἀσφαλίζει κατὰ πυρκαϊᾶς καὶ θαλασσίων κινδύνων ἐμπορεύματα ἐπὶ συμφερωτάτοις ὅροις. [914, 1132, 1124, 1258]
ad-paliou-intro-2: Τὸ ἀερόπλοιον [191, 958, 279, 972]
ship-entry: S/S «EINAR JARL» Πρώτην δεκαήμερον Ὀκτωβρίου [30, 1171, 332, 1185]
national-bank-text: Ἐπειδὴ σχετικῶς μὲ τὴν ἄνω ἐπιτροπὴν ἀναγράφονται παρὰ τῶν ἐφημερίδων πολλὰ μὴ ἀνακριβῆ εἰς τὰς διάφορα τὰ θέματα, ἡ Ἐθνικὴ Τράπεζα καθιστᾷ γνωστὸν ὅτι οἱ δικαιοῦχοι ὀφείλουν νὰ ὑποβάλωσι τὰς αἰτήσεις των εἰς τὸ Ὑποκατάστημα Θεσσαλονίκης ἐντὸς προθεσμίας. Τὸ ὑποκατάστημα θὰ δέχεται τοὺς ἐνδιαφερομένους καθ’ ἑκάστην 10–12 π.μ. Ἐκ τοῦ γραφείου τῆς Διευθύνσεως. [1132, 874, 1357, 1042]
ad-lloyd-triestino [688, 1106, 906, 1212]
ad-nordenfjeldske-agent: Α. ΧΑΜΠΟΥΡΗΣ Α.Ε. [168, 1185, 302, 1199]
invitation-signature: (Ἐκ τοῦ Γραφείου) [1422, 1213, 1533, 1227]
fx-rate-row [10, 273, 225, 287]
economic-left-sub [10, 140, 225, 792]
fx-value: 12.75 [192, 259, 225, 273]
divider [1365, 995, 1590, 997]
lower-main-columns [688, 582, 1590, 1465]
ad-dendrinos-agent: Ἐκ τοῦ Πρακτορείου ΙΩΑΝ. Π. ΔΕΝΔΡΙΝΟΥ [93, 1343, 377, 1357]
ad-anagnostakis-sub: (ΙΑΤΡΟΣ) [542, 1116, 604, 1130]
economic-column [10, 40, 460, 2145]
ad-zora-address: Ὁδὸς Ἀρίστου Τσιβίκου 104. [496, 1289, 650, 1301]
sirris-name: ΘΕΜΙΣΤΟΚΛΗΣ ΣΙΡΗΣ [701, 1218, 893, 1236]
arrivals-text: Διὰ τοῦ ἀτμοπλοίου «Σάγαι» ἐκομίσθησαν ἐκ Λίβερπουλ 20 βαρ. μελάνη τυπογραφίας, 12 βαρ. σιδηρικά, 5 κιβ. βαμβακερά, 8 κιβ. ἐργαλεῖα, 6 κιβ. νήματα καὶ 40 βαρ. σόδα. [233, 497, 458, 581]
lead-story-columns [688, 278, 1590, 572]
fx-currency: Δολλάριον [10, 175, 73, 189]
exchange-commentary: Συναλλαγαὶ ἴσαι μὲ σταθερὰς τιμάς. Τοῦ ἐξωτερικοῦ χρηματιστηρίου ἐξ Ἑλλάδος μεγάλη ἐπίτασις. Τὰ τιμαὶ δολλαρίου καὶ δηναρίου ἀνέρχονται σημαντικῶς. Εἰς τὴν ἀγορὰν τοῦ χρυσοῦ ἐπιτείνονται ἀγοραί. [233, 140, 458, 238]
doctor-description: μετὰ δεκαετῆ πεῖραν ἐν νοσοκομείοις Παρισίων καὶ Γερμανίας. Εἰδικὸς παίδων καὶ ἐσωτερικῶν νοσημάτων. Ὁδὸς Ἐγνατίας 286. [472, 259, 674, 323]
doctor-description: Παιδίατρος. Νεοῦ ἰατρεῖον ἐν Βερολίνῳ μετεκπαιδευθεὶς. Μεταχειρίζεται τὴν μέθοδον PHAUNDER καὶ τὰς ἰάσεις CREMAN. Δέχεται 10–12 π.μ. καὶ 3–6 μ.μ. [472, 547, 674, 624]
doctor-description: Ἰατρὸς Παθολόγος. Ἀπόφοιτος τοῦ Πανεπιστημίου Γενεύης. Δέχεται 10–12 π.μ. 3–6 μ.μ. ἐν τῇ ὁδῷ Ἐγνατίας 216. [472, 763, 674, 827]
ad-anagnostakis-spec-2: ΑΚΤΙΝΟΓΡΑΦΙΑΙ Κ.Λ.Π. [502, 1144, 644, 1158]
doctor-description: Ἰατρὸς εἰδικὸς παιδιάτρος. Παθολόγος νοσοκομείου Παρισίων, Ἀλεξάνδρου, διευθυντὴς Ἑταιρείας. Δέχεται 1–4 1/2 μ.μ. [472, 403, 674, 454]
ad-nordenfjeldske-routes: ΤΑΚΤΙΚΑΙ ΔΕΚΑΗΜΕΡΑΙ ΑΝΑΧΩΡΗΣΕΙΣ ΔΙΑ ΛΟΝΔΙΝΟΝ ΧΟΥΛΗΝ — ΑΜΒΕΡΣΑΝ — ΡΟΤΤΕΡΔΑΜ — ΑΜΣΤΕΡΔΑΜ [15, 1083, 455, 1111]
ad-petsios-address: Λεωφόρος Νίκης 3 — ΘΕΣΣΑΛΟΝΙΚΗ — ἀριθ. τηλ. 14-20 [82, 1558, 388, 1570]
ad-cinema-note-2: Ὁ περίσημος ἀγγλοπίμυθος [154, 1792, 316, 1806]
main-news-area [688, 40, 1590, 2145]
doctor-listing [472, 691, 674, 756]
federation-title: ΟΜΟΣΠΟΝΔΙΑ ΥΦΑΣΜΑΤΕΜΠΟΡΩΝ ΚΑΙ ΕΙΔΩΝ ΝΕΩΤΕΡΙΣΜΟΥ ΘΕΣ/ΝΙΚΗΣ [1374, 1237, 1581, 1297]
federation-text: Καλοῦνται ἅπαντα τὰ μέλη τῆς Ὁμοσπονδίας ὅπως προσέλθωσιν εἰς τὴν ἔκτακτον γενικὴν συνέλευσιν, ἥτις θὰ γίνῃ τὴν προσεχῆ Παρασκευὴν 28 Αὐγούστου καὶ ὥραν 8.30 μ.μ. ἐν τοῖς γραφείοις τοῦ Ἐμπορικοῦ Ἐπιμελητηρίου διὰ συζήτησιν ζητημάτων τῆς ἀσφαλιστικῆς φορολογίας. [1365, 1311, 1590, 1437]
divider [914, 954, 1124, 956]
lead-story-col-4: νέας ἀναγκαίας πληροφορίας διὰ τὴν ἀνασυγκρότησιν τῆς Μακεδονίας, ἐδήλωσεν ὅτι τοῦτο εἶναι ἀναγκαιότατον. ΑΘΗΝΑΙ, 26. — Τὴν προσεχῆ Κυριακὴν θὰ πραγματοποιηθῇ ἡ ἐπίσκεψις τοῦ πρωθυπουργοῦ εἰς τὰς νέας χώρας. Μετ’ αὐτὸν ἀνεχώρησαν καὶ οἱ ἀντιπρόσωποι τῶν κομμάτων. Κατόπιν ἀπολήψεως καὶ ἄλλοι ἔκριναν ὅτι ἡ ἀνάπτυξις πρέπει νὰ ἀποτελέσῃ κοινὴν ἐπιδίωξιν. [1365, 278, 1590, 446]
headline-municipal-elections: Ο κ. ΠΑΝΑΓΙΩΤΟΠΟΥΛΟΣ ΔΙΑ ΤΑΣ ΔΗΜ. ΕΚΛΟΓΑΣ [820, 243, 1458, 269]
anthrakopoulos-title: Η ΝΩΘΡΟΠΟΙΗΣΙΣ ΤΟΥ ΑΝΘΡΑΚΟΠΟΥΛΟΥ [1144, 582, 1345, 618]
fx-value: 3.09 [199, 189, 225, 203]
doctors-list [472, 102, 674, 891]
fx-rate-row [10, 161, 225, 175]
ad-dekavougos [472, 897, 674, 1069]
coop-subtitle: ΤΟ ΘΕΙΟΝ ΔΙΚΑΙΟΝ [737, 667, 857, 679]
fx-currency: Στερλίνα [10, 161, 64, 175]
doctor-name: Μ. ΚΟΤΣΑΝΟΣ [486, 763, 638, 775]
column-rule [680, 38, 682, 2148]
ship-entry: S/S «BRUSE JARL» Μέσα Σεπτεμβρίου [30, 1143, 258, 1157]
ad-nordenfjeldske-ship-list [10, 1129, 460, 1185]
fx-value: 1.17 [199, 273, 225, 287]
ad-zora [472, 1189, 674, 1309]
ad-dekavougos-text: Θεραπεύει τὰς παθήσεις τοῦ νευρικοῦ συστήματος, νευρασθενείας, ὑστερίας, ἐπιληψίας, παραλύσεως. Ἀνακοινοῖ ὅτι μετέφερε τὸ ἰατρεῖον του εἰς ὁδὸν Βενιζέλου 9. Δέχεται 9–12 π.μ. καὶ 3–6 μ.μ. [479, 971, 667, 1061]
doctor-description: ἐπανελθὼν ἐκ Παρισίων. Εἰδικὸς ἐπὶ τῶν νοσημάτων τῶν ὀφθαλμῶν. Ἐγνατίας 255. [472, 704, 674, 755]
fx-title: ΧΡΗΜΑΤΑΓΟΡΑ ΘΕΣ/ΝΙΚΗΣ [17, 144, 218, 159]
fx-value: 15.20 [192, 217, 225, 231]
doctors-column [472, 40, 674, 2145]
fx-rate-row [10, 259, 225, 273]
fx-value: 320.50 [184, 161, 225, 175]
economic-section-header [10, 42, 460, 134]
coop-column [688, 582, 906, 1465]
ad-dendrinos-address: (Κουντουριώτου 19 τηλέφ. 11 — 53) [129, 1357, 341, 1371]
column-rule [466, 38, 468, 2148]
court-title: ΠΤΩΧΕΥΤΙΚΟΔΙΚΕΙΟΝ [1387, 582, 1568, 598]
ad-cinema-show-2: Η ΚΟΛΑΣΙΣ ΤΩΝ ΜΑΡΤΥΡΙΩΝ [91, 1806, 379, 1826]
divider [10, 1375, 460, 1377]
ad-anestis [472, 1315, 674, 1422]
ad-paliou-address: (Κουντουριώτου 25) [176, 1035, 294, 1049]
lead-story-col-3 [1132, 278, 1357, 572]
lead-story-col-1: ΑΘΗΝΑΙ 26. — Ὁ ὑπουργὸς τῶν Οἰκονομικῶν κ. Κοφινᾶς ἐπεβεβαίωσε τὴν χθεσινὴν πληροφορίαν, καθ’ ἣν ἡ Ἑλληνικὴ Κυβέρνησις ἀπαντῶσα εἰς τὴν Ἀμερικανικὴν διακοίνωσιν περὶ ἐξοφλήσεως τῶν πολεμικῶν χρεῶν τῆς Ἑλλάδος, θὰ δηλώσῃ ἀδυναμίαν προβάλλουσα ὡς ἐπιχείρημα τὴν ἄθλιαν καὶ πάσης ἀπόψεως οἰκονομικὴν κατάστασιν τῆς Ἑλλάδος συνεπείᾳ τῆς Μικρασιατικῆς καταστροφῆς. Ὅσον ἀφορᾷ τὸ χρέος τῆς πρὸς τὴν Ἀγγλίαν χρέη μας ὁ κ. Κοφινᾶς ἐδήλωσεν ὅτι ἐξοικονομηθὴ ἐν τῷ ζητήματι συμφώνως πρὸς τὸν διακανονισμὸν τὸν ὁποῖον θὰ συμφωνήσῃ ἡ Ἰταλία. [688, 278, 906, 572]
running-head-paper-name: ΜΑΚΕΔΟΝΙΑ [430, 6, 540, 24]
doctor-listing [472, 534, 674, 625]
ad-cinema-text-3: Μὲ τὴν γνωστὴν δόκιμον Τέα καί,μὲ πολλὰ Βαριετέ. [81, 1894, 389, 1908]
foreign-bonds-text: Γαλλικά. Ὁμολογίαι Κτηματικῆς Πίστεως Παρισίων 1871 φρ. Γαλλικὰ 88, 1879 φρ. 99, 1880 φρ. 104, 1885 φρ. 115, 1888 φρ. 96, Ἰταλικὸν 1886 φρ. Γαλλ. Πιστώσεως 1879 φρ. 425. Γαλλ. Ἀνατολῆς 1 ἔκδ. 1200. Τουρκικὰ ἐκδ. Ἀνατολ. Ρουμελίας Ἀνατολικοὶ Σιδηρόδρομοι. Αἰγυπτιακὰ κτλ. Πίστεως Αἰγυπτίου 1889 ἐκατομ. χρυσᾶ 450. — 1903 φρ. 260, 1911 φρ. 10, 284. [10, 529, 225, 658]
summary-text: Ὁ Διευθυντὴς τοῦ Κεντρικοῦ Γραφείου Ἀνταλλαγῆς διακηρύττει ὅτι ἐκτίθεται εἰς δημοπρασίαν ἡ ἐνοικίασις τῶν ἀκινήτων τῶν ἀνταλλαξίμων τὴν 30ὴν Σεπτεμβρίου ἡμέραν Τετάρτην καὶ ὥραν 10–12 π.μ. Ἡ κατακύρωσις θὰ γίνῃ ὑπὲρ τοῦ πλειοδότου. Αἱ προσφοραὶ γίνονται δεκταὶ εἰς τὸ Κεντρικὸν Γραφεῖον τῆς Ἀνταλλαγῆς. [1365, 809, 1590, 949]
summary-signature: Ν. Μουλάκας [1433, 977, 1522, 991]
doctor-listing [472, 102, 674, 180]
lloyd-text: Τὸ ἀτμόπλοιον «Ἀσία» ἀναχωρήσῃ ἐκ τοῦ λιμένος μας διὰ Πειραιᾶ, Βρινδήσιον, Ἀγκώνα, Βενετίαν καὶ Τεργέστην τὴν προσεχῆ Τρίτην. Δεχόμενον ἐπιβάτας καὶ ἐμπορεύματα. [694, 1128, 900, 1205]
divider [10, 1053, 460, 1055]
ad-dekavougos-name: ΑΝΑΣΤΑΣΙΟΣ Β. ΔΕΚΑΒΟΥΓΟΣ [519, 904, 627, 932]
federation-subtitle: ΠΡΟΣΚΛΗΣΙΣ [1432, 1297, 1523, 1311]
divider [472, 399, 674, 400]
ad-nordenfjeldske [10, 1059, 460, 1213]
divider [472, 327, 674, 328]
loans-text: Εἰς χρυσὸν 1881 5% 3300 = 1884 5% 3300 Μυτιλήνη 2750, Πάγιον 3000 110 ἐκατ. 2880=600, ἐκατ. 3280= 5% ἀθηναϊκὸν 1902 5% 3300 = Εἰς δραχμὰς 5% Ἐκκαθαρ. 80.= Τὰ κατομμύρια 80. [10, 431, 225, 508]
doctor-listing [472, 462, 674, 527]
main-banner-box [688, 42, 1590, 102]
